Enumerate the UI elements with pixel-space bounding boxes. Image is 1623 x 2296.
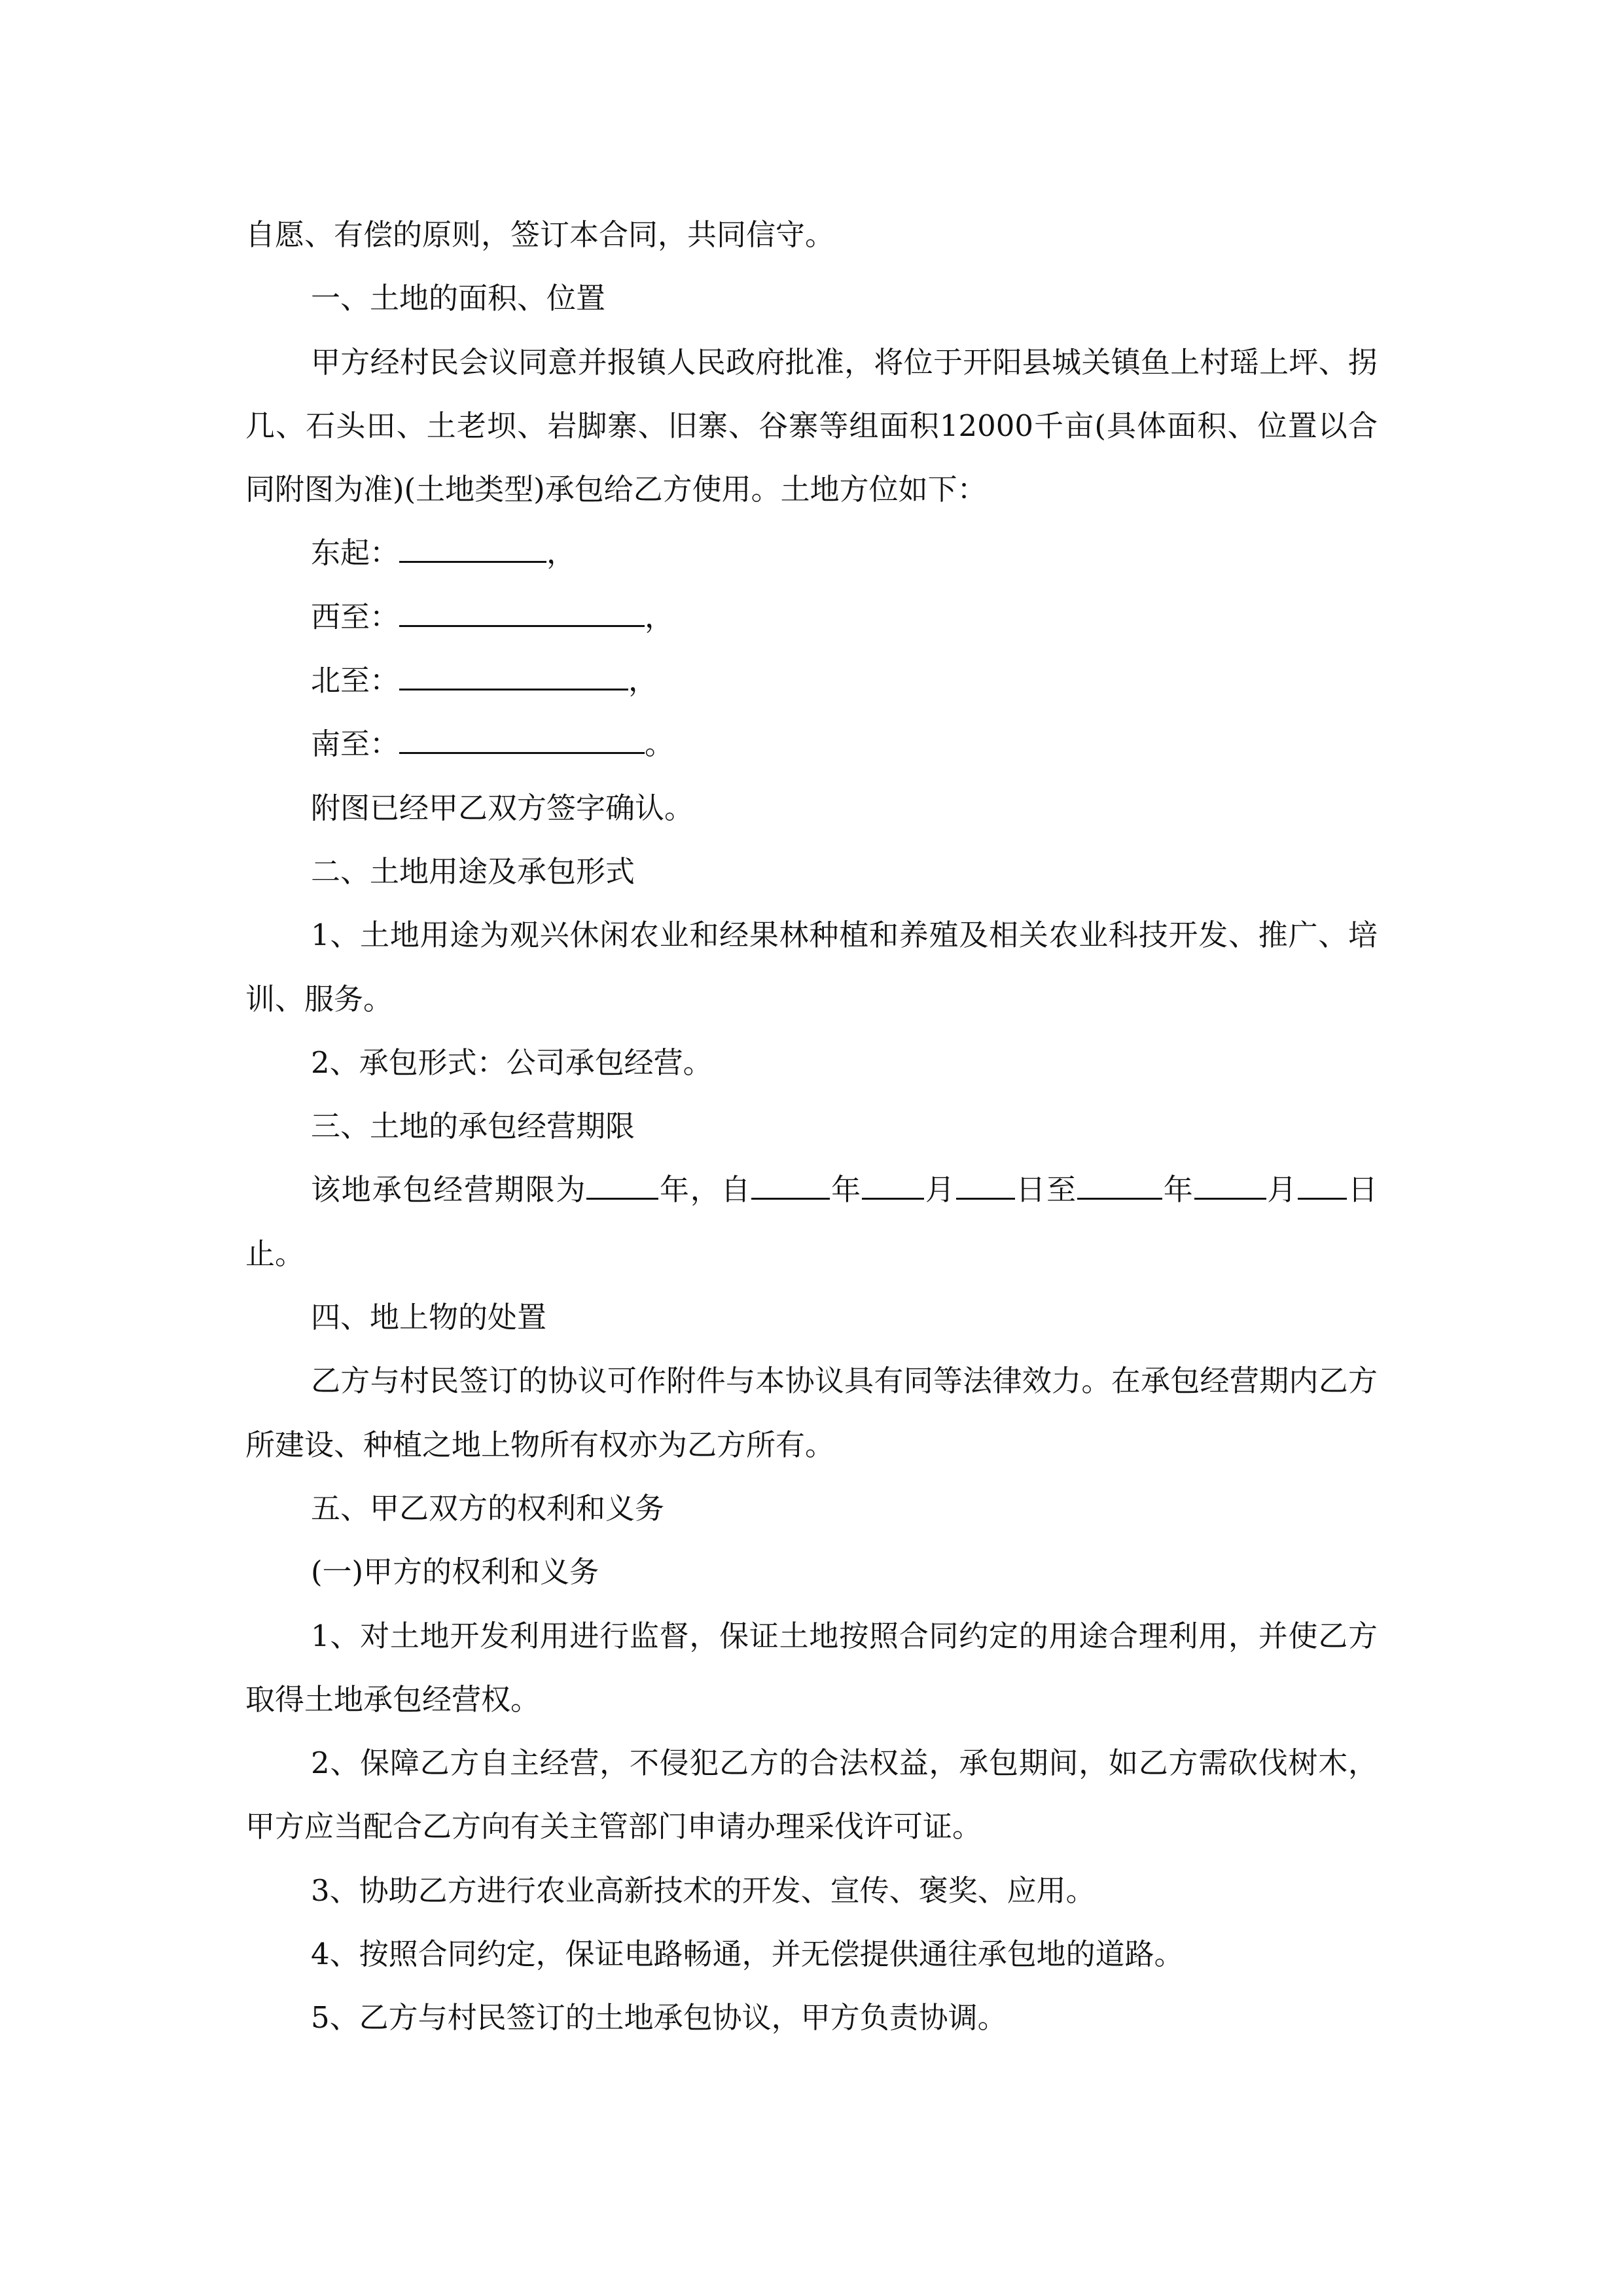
paragraph-party-a-5: 5、乙方与村民签订的土地承包协议，甲方负责协调。	[311, 2000, 1007, 2036]
term-text: 年，自	[658, 1172, 752, 1208]
fill-blank	[399, 596, 645, 627]
boundary-east	[245, 521, 1378, 584]
term-text: 该地承包经营期限为	[311, 1172, 587, 1208]
paragraph-ground-objects: 乙方与村民签订的协议可作附件与本协议具有同等法律效力。在承包经营期内乙方所建设、种植之地上物所有权亦为乙方所有。	[245, 1363, 1378, 1462]
section-heading-rights: 五、甲乙双方的权利和义务	[311, 1490, 665, 1526]
punctuation: ，	[546, 535, 577, 571]
section-heading-ground-objects: 四、地上物的处置	[311, 1300, 547, 1335]
subsection-heading-party-a: (一)甲方的权利和义务	[311, 1554, 599, 1590]
term-text: 日止。	[245, 1172, 1378, 1271]
section-heading-term: 三、土地的承包经营期限	[311, 1109, 635, 1144]
paragraph-party-a-2: 2、保障乙方自主经营，不侵犯乙方的合法权益，承包期间，如乙方需砍伐树木，甲方应当配合乙方向有关主管部门申请办理采伐许可证。	[245, 1746, 1378, 1844]
term-text: 年	[830, 1172, 862, 1208]
section-heading-land-area: 一、土地的面积、位置	[311, 281, 606, 316]
boundary-south-label: 南至：	[311, 726, 400, 762]
section-heading-land-use: 二、土地用途及承包形式	[311, 853, 635, 889]
paragraph-party-a-4: 4、按照合同约定，保证电路畅通，并无偿提供通往承包地的道路。	[311, 1937, 1184, 1972]
term-text: 月	[923, 1172, 956, 1208]
boundary-west-label: 西至：	[311, 599, 400, 634]
fill-blank	[956, 1168, 1015, 1200]
fill-blank	[399, 531, 546, 563]
paragraph-land-description: 甲方经村民会议同意并报镇人民政府批准，将位于开阳县城关镇鱼上村瑶上坪、拐几、石头田、土老坝、岩脚寨、旧寨、谷寨等组面积12000千亩(具体面积、位置以合同附图为准)(土地类型)承包给乙方使用。土地方位如下：	[245, 344, 1378, 507]
punctuation: ，	[645, 599, 675, 634]
fill-blank	[399, 723, 645, 754]
fill-blank	[862, 1168, 924, 1200]
boundary-south	[245, 712, 1378, 776]
fill-blank	[1077, 1168, 1162, 1200]
contract-body	[245, 203, 1378, 2050]
paragraph-contract-form: 2、承包形式：公司承包经营。	[311, 1045, 713, 1080]
paragraph-land-use: 1、土地用途为观兴休闲农业和经果林种植和养殖及相关农业科技开发、推广、培训、服务。	[245, 918, 1378, 1016]
fill-blank	[751, 1168, 830, 1200]
fill-blank	[1298, 1168, 1347, 1200]
punctuation: ，	[628, 663, 658, 698]
fill-blank	[1194, 1168, 1266, 1200]
paragraph-principles: 自愿、有偿的原则，签订本合同，共同信守。	[245, 217, 835, 252]
punctuation: 。	[645, 726, 675, 762]
paragraph-term	[245, 1158, 1378, 1285]
term-text: 年	[1162, 1172, 1194, 1208]
boundary-west	[245, 585, 1378, 649]
boundary-north-label: 北至：	[311, 663, 400, 698]
fill-blank	[586, 1168, 658, 1200]
paragraph-party-a-3: 3、协助乙方进行农业高新技术的开发、宣传、褒奖、应用。	[311, 1873, 1096, 1908]
term-text: 月	[1266, 1172, 1298, 1208]
paragraph-party-a-1: 1、对土地开发利用进行监督，保证土地按照合同约定的用途合理利用，并使乙方取得土地承包经营权。	[245, 1618, 1378, 1717]
paragraph-attachment-confirmed: 附图已经甲乙双方签字确认。	[311, 790, 694, 825]
boundary-north	[245, 649, 1378, 712]
boundary-east-label: 东起：	[311, 535, 400, 571]
fill-blank	[399, 659, 628, 691]
term-text: 日至	[1014, 1172, 1077, 1208]
